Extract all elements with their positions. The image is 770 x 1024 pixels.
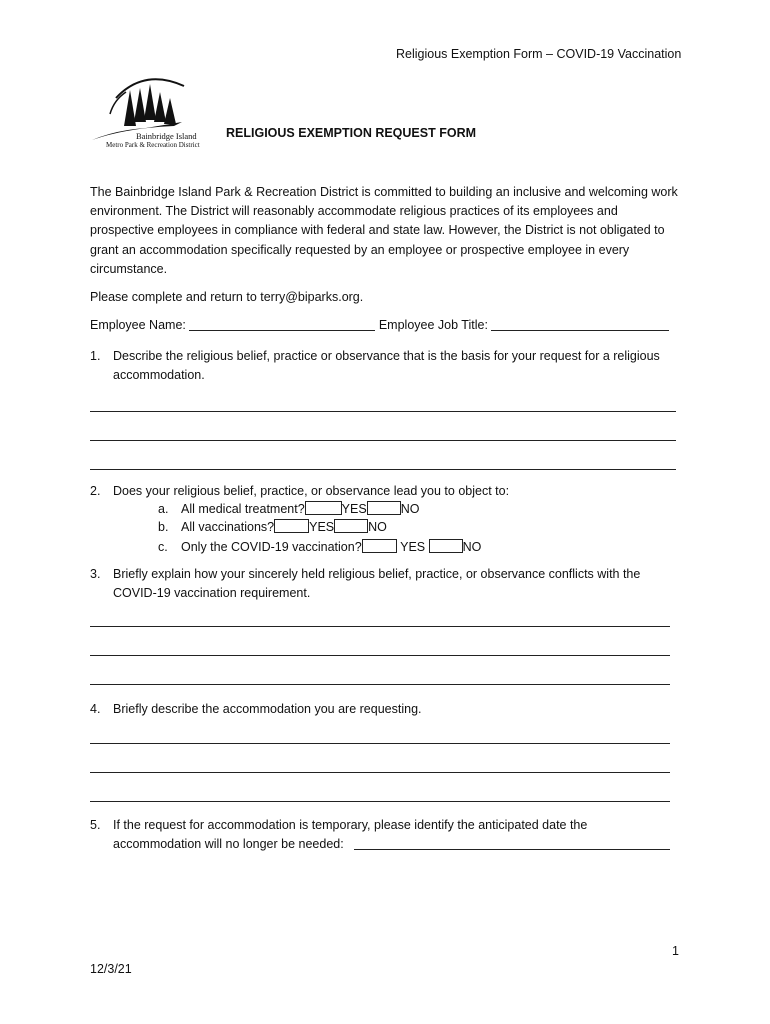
running-header: Religious Exemption Form – COVID-19 Vaccination (396, 47, 682, 61)
yes-label: YES (309, 520, 335, 534)
answer-line[interactable] (90, 772, 670, 773)
question-text: Does your religious belief, practice, or observance lead you to object to: (113, 484, 510, 498)
answer-line[interactable] (90, 684, 670, 685)
question-3 (90, 565, 680, 603)
employee-info-row (90, 318, 669, 332)
q2-option-a (158, 500, 419, 519)
yes-checkbox[interactable] (362, 539, 397, 553)
yes-label: YES (341, 502, 367, 516)
option-text: All medical treatment? (181, 502, 305, 516)
question-2 (90, 482, 680, 501)
yes-label: YES (400, 540, 426, 554)
return-instruction: Please complete and return to terry@biparks.org. (90, 290, 364, 304)
job-title-label: Employee Job Title: (378, 318, 488, 332)
no-checkbox[interactable] (334, 519, 368, 533)
q2-option-c (158, 538, 481, 557)
question-number: 2. (90, 484, 101, 498)
logo-text-line1: Bainbridge Island (136, 131, 197, 141)
no-label: NO (462, 540, 482, 554)
page-number: 1 (672, 944, 679, 958)
option-letter: a. (158, 502, 169, 516)
form-title: RELIGIOUS EXEMPTION REQUEST FORM (226, 126, 477, 140)
option-letter: b. (158, 520, 169, 534)
option-text: All vaccinations? (181, 520, 275, 534)
answer-line[interactable] (90, 801, 670, 802)
option-text: Only the COVID-19 vaccination? (181, 540, 362, 554)
question-number: 4. (90, 702, 101, 716)
question-1 (90, 347, 680, 385)
question-text: Describe the religious belief, practice or observance that is the basis for your request for a religious accommodation. (113, 349, 660, 382)
answer-line[interactable] (90, 440, 676, 441)
question-number: 1. (90, 349, 101, 363)
question-text: Briefly explain how your sincerely held religious belief, practice, or observance conflicts with the COVID-19 vaccination requirement. (113, 567, 641, 600)
yes-checkbox[interactable] (305, 501, 342, 515)
answer-line[interactable] (90, 469, 676, 470)
yes-checkbox[interactable] (274, 519, 309, 533)
no-label: NO (368, 520, 387, 534)
answer-line[interactable] (90, 655, 670, 656)
footer-date: 12/3/21 (90, 962, 132, 976)
no-checkbox[interactable] (367, 501, 401, 515)
employee-name-field[interactable] (189, 318, 375, 331)
no-checkbox[interactable] (429, 539, 463, 553)
answer-line[interactable] (90, 411, 676, 412)
question-number: 3. (90, 567, 101, 581)
question-number: 5. (90, 818, 101, 832)
question-text: If the request for accommodation is temporary, please identify the anticipated date the accommodation will no longer be needed: (113, 818, 588, 851)
no-label: NO (400, 502, 420, 516)
question-4 (90, 700, 680, 719)
question-text: Briefly describe the accommodation you are requesting. (113, 702, 422, 716)
employee-name-label: Employee Name: (90, 318, 186, 332)
q2-option-b (158, 518, 387, 537)
option-letter: c. (158, 540, 168, 554)
date-answer-line[interactable] (354, 849, 670, 850)
answer-line[interactable] (90, 743, 670, 744)
answer-line[interactable] (90, 626, 670, 627)
logo-text-line2: Metro Park & Recreation District (106, 141, 200, 149)
job-title-field[interactable] (491, 318, 669, 331)
intro-paragraph: The Bainbridge Island Park & Recreation District is committed to building an inclusive and welcoming work environment. The District will reasonably accommodate religious practices of its employees and prospective employees in compliance with federal and state law. However, the District is not obligated to grant an accommodation specifically requested by an employee or prospective employee in every circumstance. (90, 185, 678, 276)
